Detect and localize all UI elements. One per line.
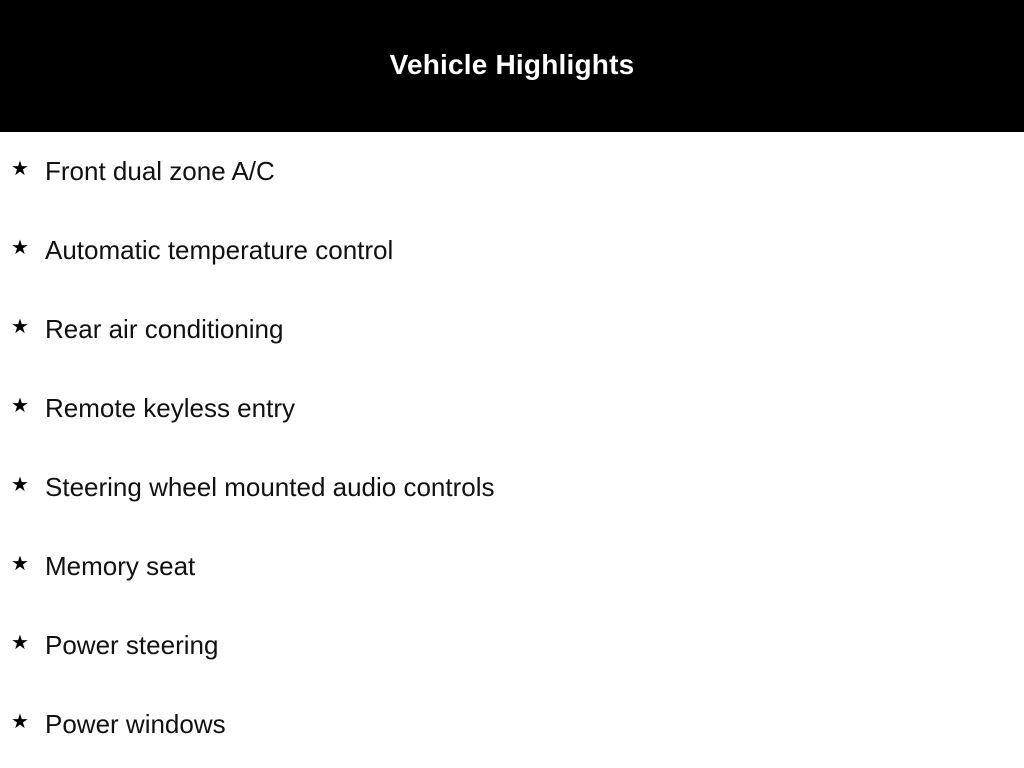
- list-item: [0, 527, 1024, 581]
- highlight-label: Front dual zone A/C: [45, 156, 275, 186]
- list-item: [0, 369, 1024, 423]
- highlight-label: Rear air conditioning: [45, 314, 284, 344]
- star-icon: ★: [11, 630, 29, 654]
- star-icon: ★: [11, 156, 29, 180]
- list-item: [0, 448, 1024, 502]
- list-item: [0, 685, 1024, 739]
- star-icon: ★: [11, 472, 29, 496]
- highlight-label: Steering wheel mounted audio controls: [45, 472, 495, 502]
- star-icon: ★: [11, 314, 29, 338]
- star-icon: ★: [11, 393, 29, 417]
- header-bar: [0, 0, 1024, 132]
- star-icon: ★: [11, 235, 29, 259]
- highlight-label: Power windows: [45, 709, 226, 739]
- list-item: [0, 132, 1024, 186]
- highlight-label: Memory seat: [45, 551, 196, 581]
- list-item: [0, 211, 1024, 265]
- star-icon: ★: [11, 709, 29, 733]
- highlight-label: Power steering: [45, 630, 219, 660]
- list-item: [0, 290, 1024, 344]
- list-item: [0, 606, 1024, 660]
- highlight-label: Automatic temperature control: [45, 235, 394, 265]
- page-title: Vehicle Highlights: [389, 49, 635, 80]
- highlight-label: Remote keyless entry: [45, 393, 295, 423]
- star-icon: ★: [11, 551, 29, 575]
